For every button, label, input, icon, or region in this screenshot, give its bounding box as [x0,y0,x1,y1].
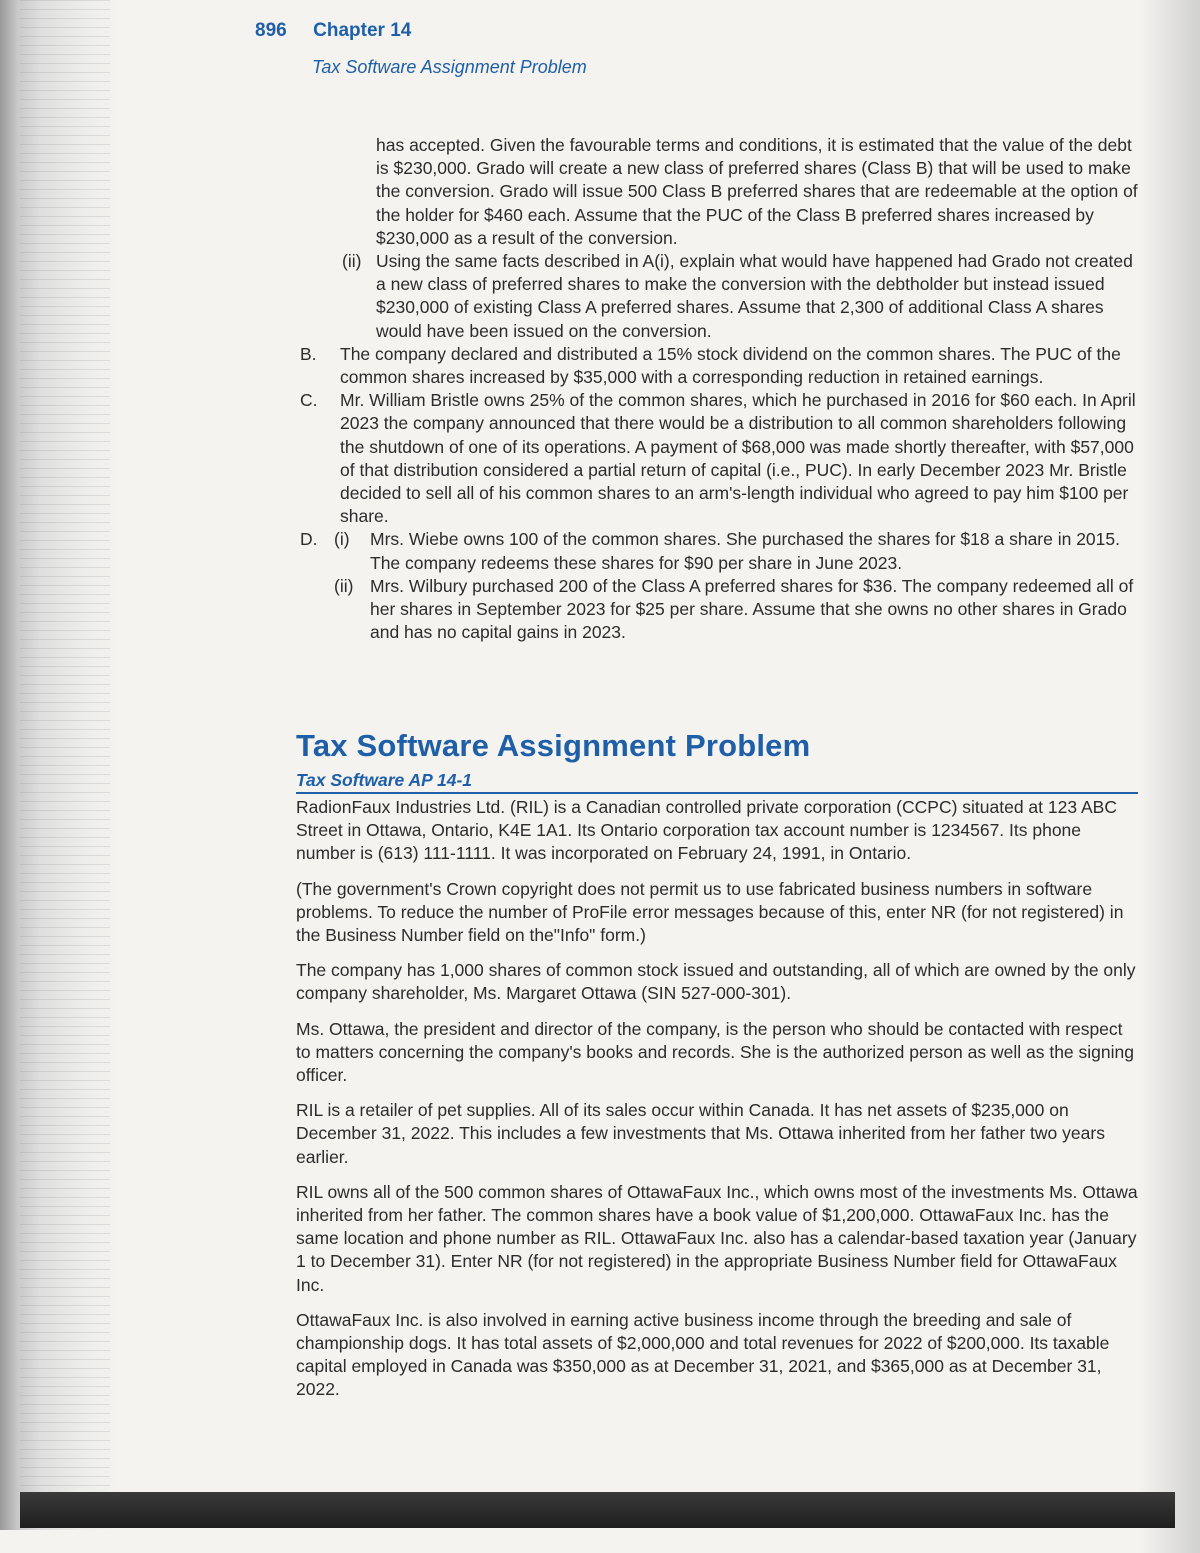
item-d-i [300,528,1145,574]
item-c-text: Mr. William Bristle owns 25% of the common shares, which he purchased in 2016 for $60 each. In April 2023 the company announced that there would be a distribution to all common shareholders following the shutdown of one of its operations. A payment of $68,000 was made shortly thereafter, with $57,000 of that distribution considered a partial return of capital (i.e., PUC). In early December 2023 Mr. Bristle decided to sell all of his common shares to an arm's-length individual who agreed to pay him $100 per share. [340,390,1136,527]
item-b [300,343,1145,389]
item-a-ii-label: (ii) [342,251,362,272]
section-title: Tax Software Assignment Problem [296,728,811,763]
item-b-text: The company declared and distributed a 15% stock dividend on the common shares. The PUC of the common shares increased by $35,000 with a corresponding reduction in retained earnings. [340,343,1121,388]
chapter-label: Chapter 14 [313,20,412,41]
item-d-label: D. [300,529,318,550]
item-d-i-label: (i) [334,529,350,550]
item-d-ii-label: (ii) [334,575,354,596]
item-d-ii [300,575,1145,645]
item-a-i-continuation: has accepted. Given the favourable terms and conditions, it is estimated that the value of the debt is $230,000. Grado will create a new class of preferred shares (Class B) that will be used to make the conversion. Grado will issue 500 Class B preferred shares that are redeemable at the option of the holder for $460 each. Assume that the PUC of the Class B preferred shares increased by $230,000 as a result of the conversion. [376,135,1138,248]
item-c [300,389,1145,528]
scan-bottom-edge [20,1492,1175,1528]
item-a-ii-text: Using the same facts described in A(i), explain what would have happened had Grado not created a new class of preferred shares to make the conversion with the debtholder but instead issued $230,000 of existing Class A preferred shares. Assume that 2,300 of additional Class A shares would have been issued on the conversion. [376,251,1133,341]
item-d-i-text: Mrs. Wiebe owns 100 of the common shares. She purchased the shares for $18 a share in 2015. The company redeems these shares for $90 per share in June 2023. [370,529,1120,573]
page-number: 896 [255,20,287,41]
previous-problem-text [300,134,1145,644]
section-paragraph: RIL owns all of the 500 common shares of OttawaFaux Inc., which owns most of the investments Ms. Ottawa inherited from her father. The common shares have a book value of $1,200,000. OttawaFaux Inc. has the same location and phone number as RIL. OttawaFaux Inc. also has a calendar-based taxation year (January 1 to December 31). Enter NR (for not registered) in the appropriate Business Number field for OttawaFaux Inc. [296,1181,1138,1295]
tax-software-section [296,728,1138,1414]
item-b-label: B. [300,343,317,364]
section-paragraph: OttawaFaux Inc. is also involved in earning active business income through the breeding and sale of championship dogs. It has total assets of $2,000,000 and total revenues for 2022 of $200,000. Its taxable capital employed in Canada was $350,000 as at December 31, 2021, and $365,000 as at December 31, 2022. [296,1309,1110,1400]
page-edge-shadow [1140,0,1200,1553]
section-paragraph: RadionFaux Industries Ltd. (RIL) is a Canadian controlled private corporation (CCPC) situated at 123 ABC Street in Ottawa, Ontario, K4E 1A1. Its Ontario corporation tax account number is 1234567. Its phone number is (613) 111-1111. It was incorporated on February 24, 1991, in Ontario. [296,797,1117,864]
page-header [255,20,1155,42]
section-paragraph: The company has 1,000 shares of common stock issued and outstanding, all of which are owned by the only company shareholder, Ms. Margaret Ottawa (SIN 527-000-301). [296,960,1136,1004]
section-paragraph: Ms. Ottawa, the president and director of the company, is the person who should be contacted with respect to matters concerning the company's books and records. She is the authorized person as well as the signing officer. [296,1018,1134,1086]
section-paragraph: RIL is a retailer of pet supplies. All of its sales occur within Canada. It has net assets of $235,000 on December 31, 2022. This includes a few investments that Ms. Ottawa inherited from her father two years earlier. [296,1100,1105,1167]
item-c-label: C. [300,390,318,411]
binding-texture [20,0,110,1500]
item-a-ii [300,250,1145,343]
running-head: Tax Software Assignment Problem [312,57,587,77]
item-d-ii-text: Mrs. Wilbury purchased 200 of the Class A preferred shares for $36. The company redeemed all of her shares in September 2023 for $25 per share. Assume that she owns no other shares in Grado and has no capital gains in 2023. [370,575,1134,643]
section-subtitle: Tax Software AP 14-1 [296,770,1138,794]
section-paragraph: (The government's Crown copyright does not permit us to use fabricated business numbers in software problems. To reduce the number of ProFile error messages because of this, enter NR (for not registered) in the Business Number field on the"Info" form.) [296,878,1124,946]
